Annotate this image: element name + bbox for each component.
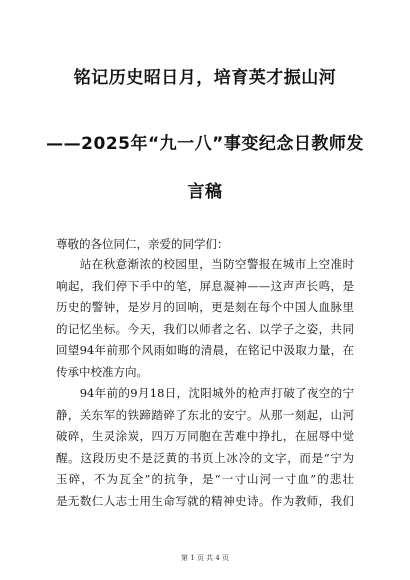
paragraph-1-line: 传承中校准方向。 [56, 364, 148, 379]
paragraph-2 [56, 383, 354, 512]
paragraph-1-line: 的记忆坐标。今天，我们以师者之名、以学子之姿，共同 [56, 321, 354, 336]
paragraph-2-line: 静，关东军的铁蹄踏碎了东北的安宁。从那一刻起，山河 [56, 407, 354, 422]
paragraph-1 [56, 254, 354, 383]
paragraph-2-line: 破碎，生灵涂炭，四万万同胞在苦难中挣扎，在屈辱中觉 [56, 429, 354, 443]
paragraph-1-line: 回望94年前那个风雨如晦的清晨，在铭记中汲取力量，在 [56, 343, 354, 357]
document-title-line-1: 铭记历史昭日月，培育英才振山河 [73, 68, 337, 88]
salutation: 尊敬的各位同仁，亲爱的同学们： [56, 237, 229, 251]
paragraph-2-line: 是无数仁人志士用生命写就的精神史诗。作为教师，我们 [56, 493, 354, 508]
paragraph-1-line: 站在秋意渐浓的校园里，当防空警报在城市上空准时 [56, 257, 354, 271]
paragraph-2-line: 玉碎，不为瓦全”的抗争，是“一寸山河一寸血”的悲壮 [56, 472, 354, 486]
paragraph-2-line: 醒。这段历史不是泛黄的书页上冰冷的文字，而是“宁为 [56, 450, 354, 465]
paragraph-2-line: 94年前的9月18日，沈阳城外的枪声打破了夜空的宁 [56, 386, 354, 400]
document-title-line-3: 言稿 [187, 182, 223, 202]
paragraph-1-line: 历史的警钟，是岁月的回响，更是刻在每个中国人血脉里 [56, 300, 354, 314]
page-number-footer: 第 1 页 共 4 页 [180, 554, 230, 562]
document-title-line-2: ——2025年“九一八”事变纪念日教师发 [46, 134, 364, 154]
paragraph-1-line: 响起，我们停下手中的笔，屏息凝神——这声声长鸣，是 [56, 278, 354, 293]
